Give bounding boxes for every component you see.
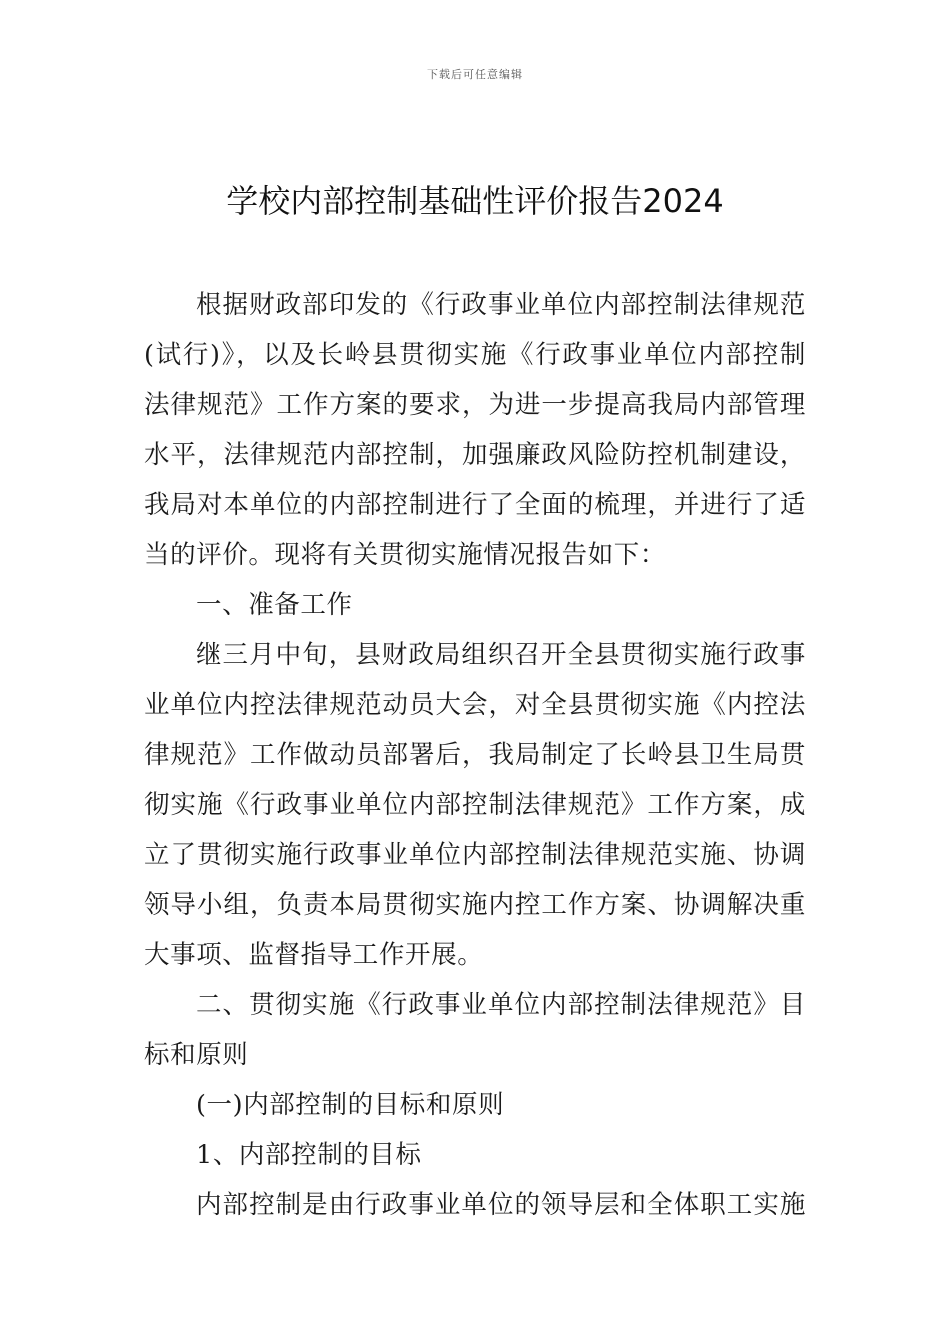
body-line: 业单位内控法律规范动员大会，对全县贯彻实施《内控法 [144,690,806,720]
section-heading: 一、准备工作 [196,590,353,620]
body-line: 彻实施《行政事业单位内部控制法律规范》工作方案，成 [144,790,806,820]
body-line: 水平，法律规范内部控制，加强廉政风险防控机制建设， [144,440,806,470]
body-line: 内部控制是由行政事业单位的领导层和全体职工实施 [196,1190,806,1220]
body-line: 法律规范》工作方案的要求，为进一步提高我局内部管理 [144,390,806,420]
body-line: 当的评价。现将有关贯彻实施情况报告如下： [144,540,667,570]
subsection-heading: 1、内部控制的目标 [196,1140,422,1170]
body-line: 律规范》工作做动员部署后，我局制定了长岭县卫生局贯 [144,740,806,770]
header-note: 下载后可任意编辑 [427,68,523,81]
body-line: (试行)》，以及长岭县贯彻实施《行政事业单位内部控制 [144,340,806,370]
section-heading: 标和原则 [144,1040,249,1070]
body-line: 立了贯彻实施行政事业单位内部控制法律规范实施、协调 [144,840,806,870]
subsection-heading: (一)内部控制的目标和原则 [196,1090,505,1120]
document-body [144,280,806,1230]
body-line: 继三月中旬，县财政局组织召开全县贯彻实施行政事 [196,640,806,670]
body-line: 大事项、监督指导工作开展。 [144,940,484,970]
section-heading: 二、贯彻实施《行政事业单位内部控制法律规范》目 [196,990,806,1020]
body-line: 我局对本单位的内部控制进行了全面的梳理，并进行了适 [144,490,806,520]
body-line: 领导小组，负责本局贯彻实施内控工作方案、协调解决重 [144,890,806,920]
body-line: 根据财政部印发的《行政事业单位内部控制法律规范 [196,290,806,320]
document-title: 学校内部控制基础性评价报告2024 [226,182,724,220]
